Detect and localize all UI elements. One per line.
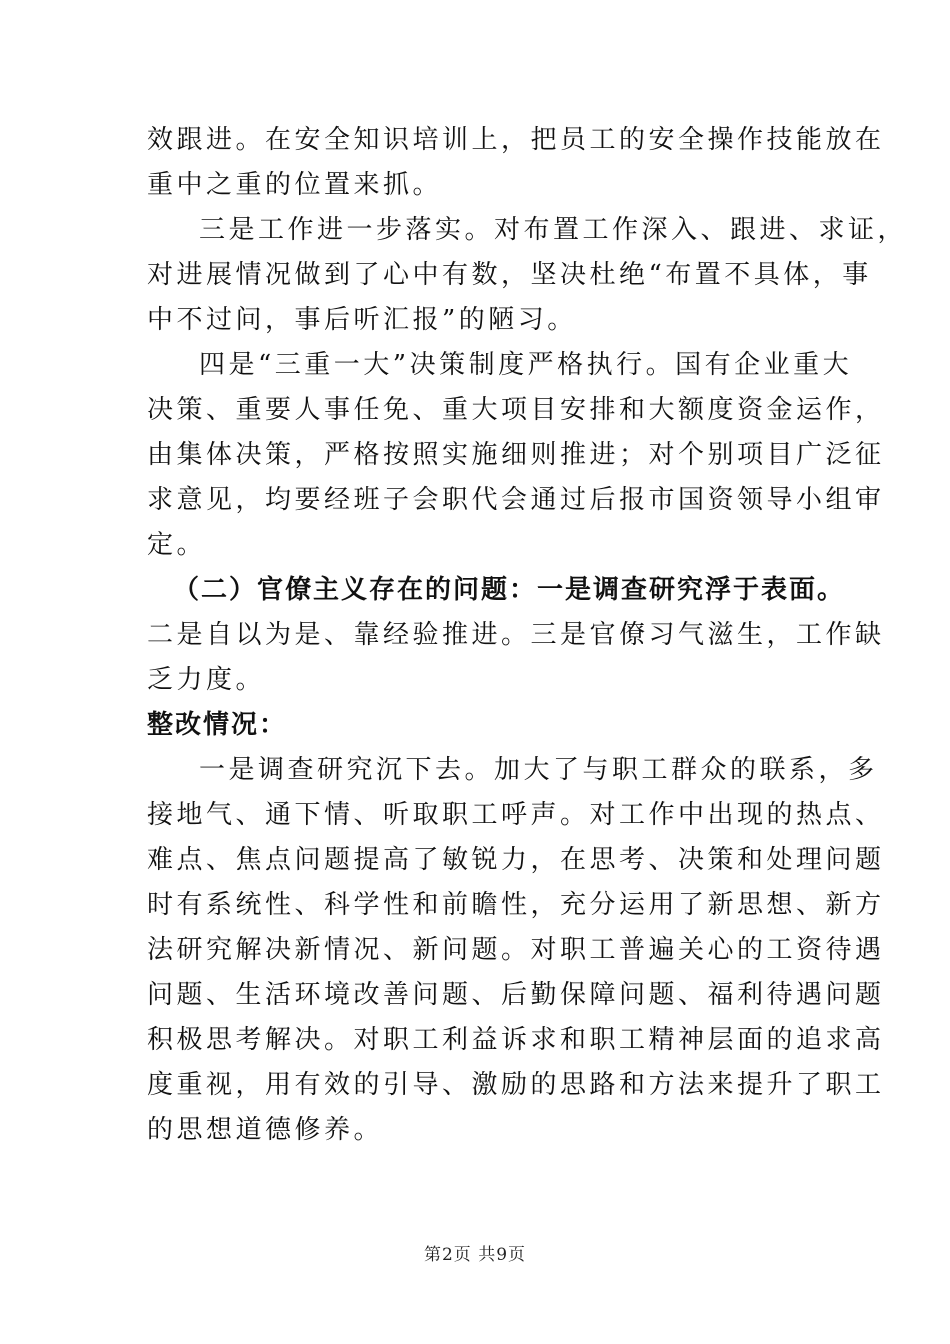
text-line: 重中之重的位置来抓。 bbox=[147, 170, 443, 200]
text-line: 二是自以为是、靠经验推进。三是官僚习气滋生，工作缺 bbox=[147, 620, 885, 650]
text-line: 法研究解决新情况、新问题。对职工普遍关心的工资待遇 bbox=[147, 935, 885, 965]
section-heading-line: （二）官僚主义存在的问题：一是调查研究浮于表面。 bbox=[173, 575, 846, 605]
text-line: 问题、生活环境改善问题、后勤保障问题、福利待遇问题 bbox=[147, 980, 885, 1010]
rectification-heading: 整改情况： bbox=[147, 710, 288, 740]
text-line: 对进展情况做到了心中有数，坚决杜绝“布置不具体，事 bbox=[147, 260, 872, 290]
text-line: 度重视，用有效的引导、激励的思路和方法来提升了职工 bbox=[147, 1070, 885, 1100]
text-line: 积极思考解决。对职工利益诉求和职工精神层面的追求高 bbox=[147, 1025, 885, 1055]
document-body bbox=[147, 118, 908, 1153]
text-line: 的思想道德修养。 bbox=[147, 1115, 384, 1145]
page-number-footer: 第2页 共9页 bbox=[423, 1245, 527, 1265]
text-line: 中不过问，事后听汇报”的陋习。 bbox=[147, 305, 577, 335]
text-line: 难点、焦点问题提高了敏锐力，在思考、决策和处理问题 bbox=[147, 845, 885, 875]
text-line: 求意见，均要经班子会职代会通过后报市国资领导小组审 bbox=[147, 485, 885, 515]
paragraph-start-line: 一是调查研究沉下去。加大了与职工群众的联系，多 bbox=[199, 755, 878, 785]
paragraph-start-line: 三是工作进一步落实。对布置工作深入、跟进、求证， bbox=[199, 215, 908, 245]
text-line: 定。 bbox=[147, 530, 207, 560]
text-line: 乏力度。 bbox=[147, 665, 266, 695]
text-line: 决策、重要人事任免、重大项目安排和大额度资金运作， bbox=[147, 395, 885, 425]
text-line: 由集体决策，严格按照实施细则推进；对个别项目广泛征 bbox=[147, 440, 885, 470]
text-line: 接地气、通下情、听取职工呼声。对工作中出现的热点、 bbox=[147, 800, 885, 830]
paragraph-start-line: 四是“三重一大”决策制度严格执行。国有企业重大 bbox=[199, 350, 853, 380]
text-line: 效跟进。在安全知识培训上，把员工的安全操作技能放在 bbox=[147, 125, 885, 155]
text-line: 时有系统性、科学性和前瞻性，充分运用了新思想、新方 bbox=[147, 890, 885, 920]
